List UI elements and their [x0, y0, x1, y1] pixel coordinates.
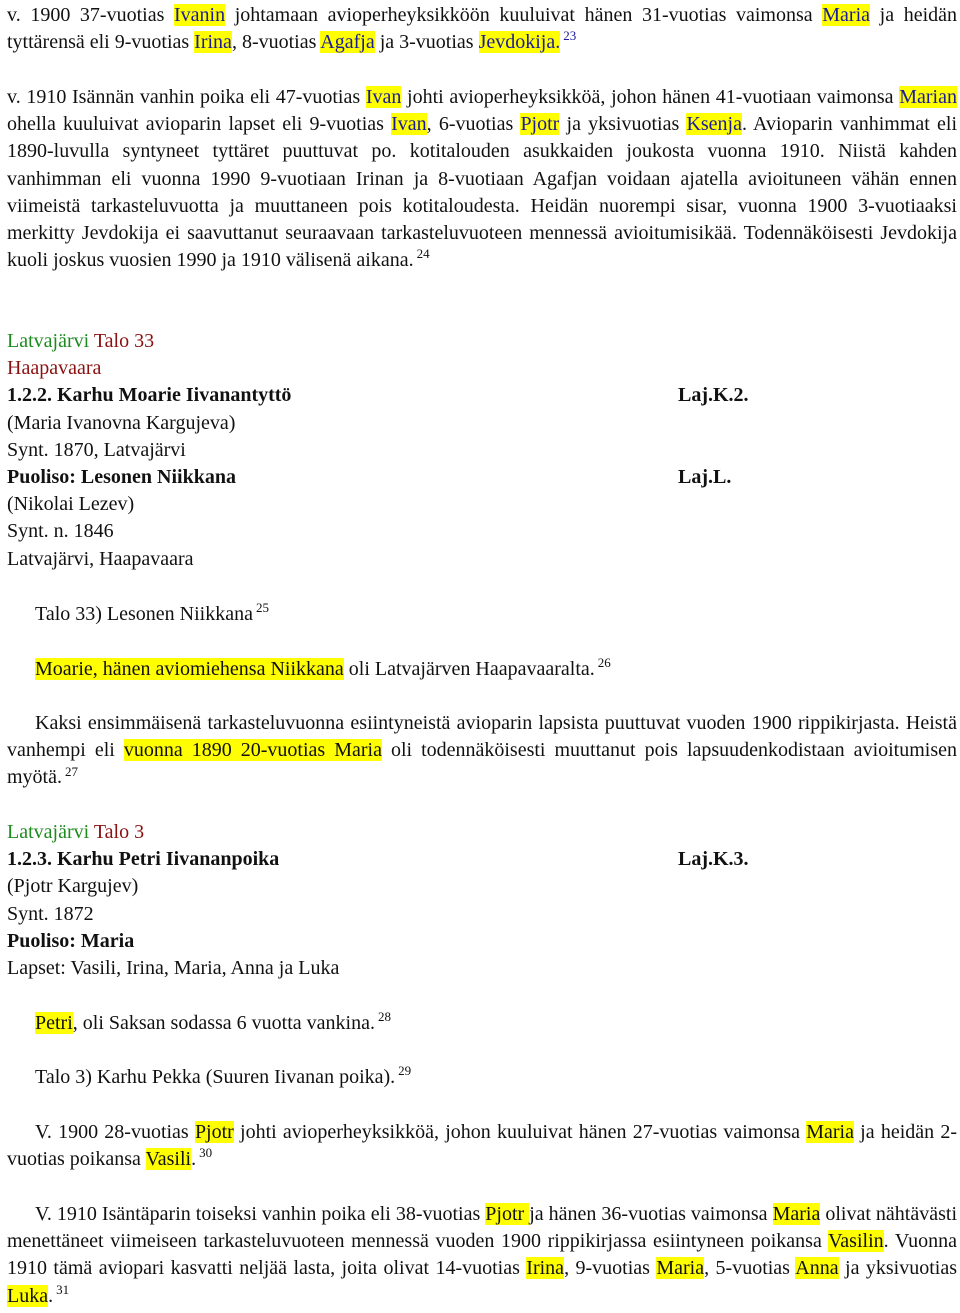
name-maria-2: Maria	[656, 1257, 705, 1280]
footnote-30: 30	[199, 1145, 213, 1161]
name-vasilin: Vasilin	[828, 1230, 884, 1253]
register-ref: Laj.K.3.	[678, 848, 749, 871]
paragraph-v1910: V. 1910 Isäntäparin toiseksi vanhin poika eli 38-vuotias Pjotr ja hänen 36-vuotias vaimonsa Maria olivat nähtävästi menettäneet viimeiseen tarkasteluvuoteen mennessä vuoden 1900 rippikirjassa esiintyneen poikansa Vasilin. Vuonna 1910 tämä aviopari kasvatti neljää lasta, joita olivat 14-vuotias Irina, 9-vuotias Maria, 5-vuotias Anna ja yksivuotias Luka. $^{31}$	[7, 1203, 958, 1307]
alt-name: (Maria Ivanovna Kargujeva)	[7, 411, 236, 434]
name-maria: Maria	[822, 4, 871, 26]
name-ivanin: Ivanin	[173, 4, 226, 26]
name-anna: Anna	[795, 1257, 839, 1280]
name-ksenja: Ksenja	[686, 113, 742, 136]
highlight-moarie: Moarie, hänen aviomiehensa Niikkana	[35, 658, 344, 680]
name-maria: Maria	[806, 1121, 854, 1143]
name-irina: Irina	[526, 1257, 565, 1280]
name-irina: Irina	[194, 31, 232, 54]
register-ref: Laj.K.2.	[678, 384, 749, 407]
highlight-maria-1890: vuonna 1890 20-vuotias Maria	[123, 739, 382, 762]
name-pjotr: Pjotr	[520, 113, 560, 136]
footnote-27: 27	[65, 763, 78, 779]
person-id-line: 1.2.3. Karhu Petri Iivananpoika Laj.K.3.	[7, 846, 957, 873]
house-heading: Latvajärvi Talo 3	[7, 821, 145, 843]
alt-name: (Pjotr Kargujev)	[7, 875, 139, 898]
name-pjotr: Pjotr	[485, 1203, 530, 1225]
spouse-birth: Synt. n. 1846	[7, 520, 114, 543]
footnote-23: 23	[563, 28, 577, 44]
footnote-25: 25	[255, 600, 269, 616]
name-luka: Luka	[7, 1284, 49, 1307]
footnote-29: 29	[398, 1063, 412, 1079]
note-talo-33: Talo 33) Lesonen Niikkana $^{25}$	[35, 600, 269, 625]
paragraph-moarie: Moarie, hänen aviomiehensa Niikkana oli Latvajärven Haapavaaralta. $^{26}$	[35, 655, 611, 680]
house-heading: Latvajärvi Talo 33	[7, 330, 155, 352]
name-maria: Maria	[772, 1203, 821, 1225]
spouse-line: Puoliso: Lesonen Niikkana Laj.L.	[7, 464, 957, 491]
name-ivan: Ivan	[365, 86, 402, 108]
footnote-26: 26	[597, 655, 611, 671]
paragraph-petri: Petri, oli Saksan sodassa 6 vuotta vankina. $^{28}$	[35, 1009, 391, 1034]
children-line: Lapset: Vasili, Irina, Maria, Anna ja Luka	[7, 956, 340, 979]
birth-info: Synt. 1870, Latvajärvi	[7, 438, 186, 461]
name-ivan-son: Ivan	[391, 113, 427, 136]
record-house-3	[7, 819, 957, 982]
birth-info: Synt. 1872	[7, 902, 94, 925]
name-marian: Marian	[899, 86, 957, 108]
spouse-register-ref: Laj.L.	[678, 465, 732, 488]
record-house-33	[7, 328, 957, 573]
spouse-place: Latvajärvi, Haapavaara	[7, 547, 194, 570]
name-jevdokija: Jevdokija.	[478, 31, 561, 54]
paragraph-1910: v. 1910 Isännän vanhin poika eli 47-vuotias Ivan johti avioperheyksikköä, johon hänen 41-vuotiaan vaimonsa Marian ohella kuuluivat avioparin lapset eli 9-vuotias Ivan, 6-vuotias Pjotr ja yksivuotias Ksenja. Avioparin vanhimmat eli 1890-luvulla syntyneet tyttäret puuttuvat po. kotitalouden asukkaiden joukosta vuonna 1910. Niistä kahden vanhimman eli vuonna 1990 9-vuotiaan Irinan ja 8-vuotiaan Agafjan voidaan ajatella avioituneen vähän ennen viimeistä tarkasteluvuotta ja muuttaneen pois kotitaloudesta. Heidän nuorempi sisar, vuonna 1900 3-vuotiaaksi merkitty Jevdokija ei saavuttanut seuraavaan tarkasteluvuoteen mennessä avioitumisikää. Todennäköisesti Jevdokija kuoli joskus vuosien 1990 ja 1910 välisenä aikana. $^{24}$	[7, 86, 957, 272]
place-name: Haapavaara	[7, 357, 102, 380]
footnote-31: 31	[56, 1281, 70, 1297]
highlight-petri: Petri	[35, 1012, 73, 1034]
spouse-line: Puoliso: Maria	[7, 929, 135, 952]
note-talo-3: Talo 3) Karhu Pekka (Suuren Iivanan poika). $^{29}$	[35, 1063, 412, 1088]
name-agafja: Agafja	[320, 31, 375, 54]
name-vasili: Vasili	[145, 1148, 192, 1171]
footnote-28: 28	[377, 1009, 391, 1025]
paragraph-1900: v. 1900 37-vuotias Ivanin johtamaan avioperheyksikköön kuuluivat hänen 31-vuotias vaimonsa Maria ja heidän tyttärensä eli 9-vuotias Irina, 8-vuotias Agafja ja 3-vuotias Jevdokija. $^{23}$	[7, 4, 958, 54]
footnote-24: 24	[416, 246, 430, 262]
paragraph-v1900: V. 1900 28-vuotias Pjotr johti avioperheyksikköä, johon kuuluivat hänen 27-vuotias vaimonsa Maria ja heidän 2-vuotias poikansa Vasili. $^{30}$	[7, 1121, 957, 1171]
person-id-line: 1.2.2. Karhu Moarie Iivanantyttö Laj.K.2.	[7, 382, 957, 409]
paragraph-kaksi: Kaksi ensimmäisenä tarkasteluvuonna esiintyneistä avioparin lapsista puuttuvat vuoden 1900 rippikirjasta. Heistä vanhempi eli vuonna 1890 20-vuotias Maria oli todennäköisesti muuttanut pois lapsuudenkodistaan avioitumisen myötä. $^{27}$	[7, 712, 958, 789]
spouse-alt-name: (Nikolai Lezev)	[7, 493, 135, 516]
name-pjotr: Pjotr	[194, 1121, 234, 1143]
